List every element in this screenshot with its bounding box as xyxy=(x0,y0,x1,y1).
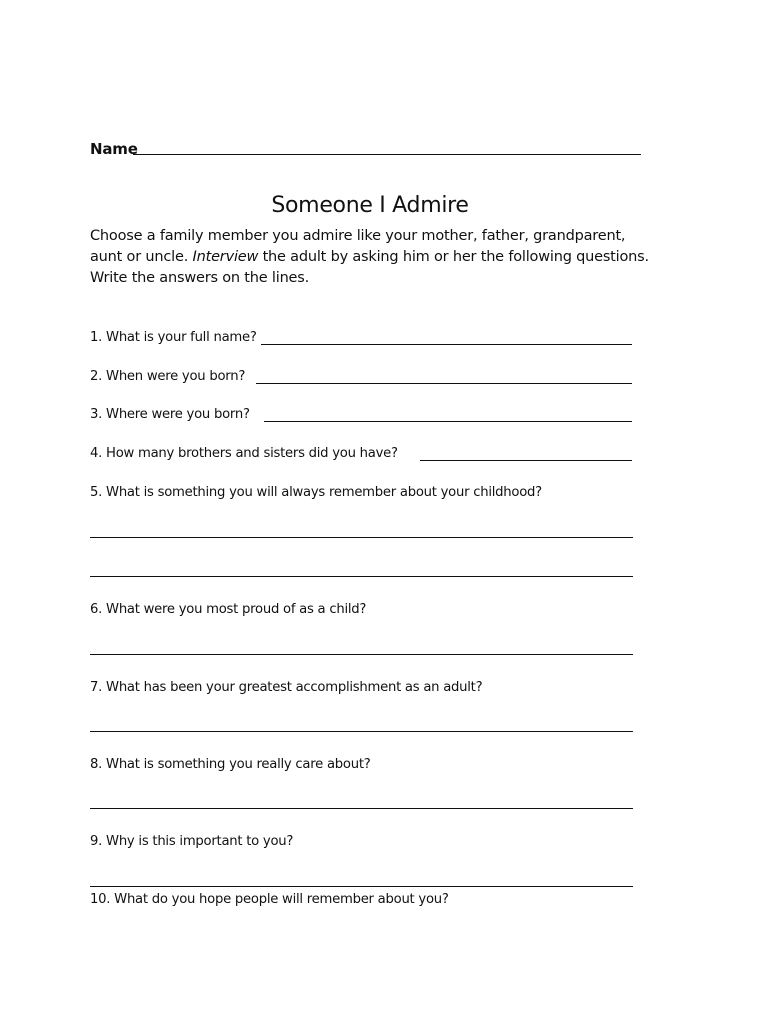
name-answer-line[interactable] xyxy=(133,154,641,155)
question-5: 5. What is something you will always remember about your childhood? xyxy=(90,485,542,500)
question-8: 8. What is something you really care about? xyxy=(90,757,371,772)
question-4: 4. How many brothers and sisters did you have? xyxy=(90,446,398,461)
answer-line-2[interactable] xyxy=(256,383,632,384)
answer-line-8[interactable] xyxy=(90,808,633,809)
instructions xyxy=(90,226,650,289)
answer-line-6[interactable] xyxy=(90,654,633,655)
question-1: 1. What is your full name? xyxy=(90,330,257,345)
answer-line-7[interactable] xyxy=(90,731,633,732)
answer-line-5b[interactable] xyxy=(90,576,633,577)
worksheet-title: Someone I Admire xyxy=(271,193,469,218)
answer-line-1[interactable] xyxy=(261,344,632,345)
question-6: 6. What were you most proud of as a child? xyxy=(90,602,367,617)
instructions-text-2: the adult by asking him or her the following questions. xyxy=(258,249,649,265)
answer-line-3[interactable] xyxy=(264,421,632,422)
name-label: Name xyxy=(90,140,138,158)
instructions-text-1: Choose a family member you admire like your mother, father, grandparent, aunt or uncle. xyxy=(90,228,626,265)
answer-line-9[interactable] xyxy=(90,886,633,887)
answer-line-4[interactable] xyxy=(420,460,632,461)
answer-line-5a[interactable] xyxy=(90,537,633,538)
question-7: 7. What has been your greatest accomplishment as an adult? xyxy=(90,680,483,695)
question-3: 3. Where were you born? xyxy=(90,407,250,422)
instructions-emphasis: Interview xyxy=(192,249,259,265)
question-10: 10. What do you hope people will remember about you? xyxy=(90,892,449,907)
question-2: 2. When were you born? xyxy=(90,369,246,384)
instructions-text-3: Write the answers on the lines. xyxy=(90,270,310,286)
question-9: 9. Why is this important to you? xyxy=(90,834,294,849)
